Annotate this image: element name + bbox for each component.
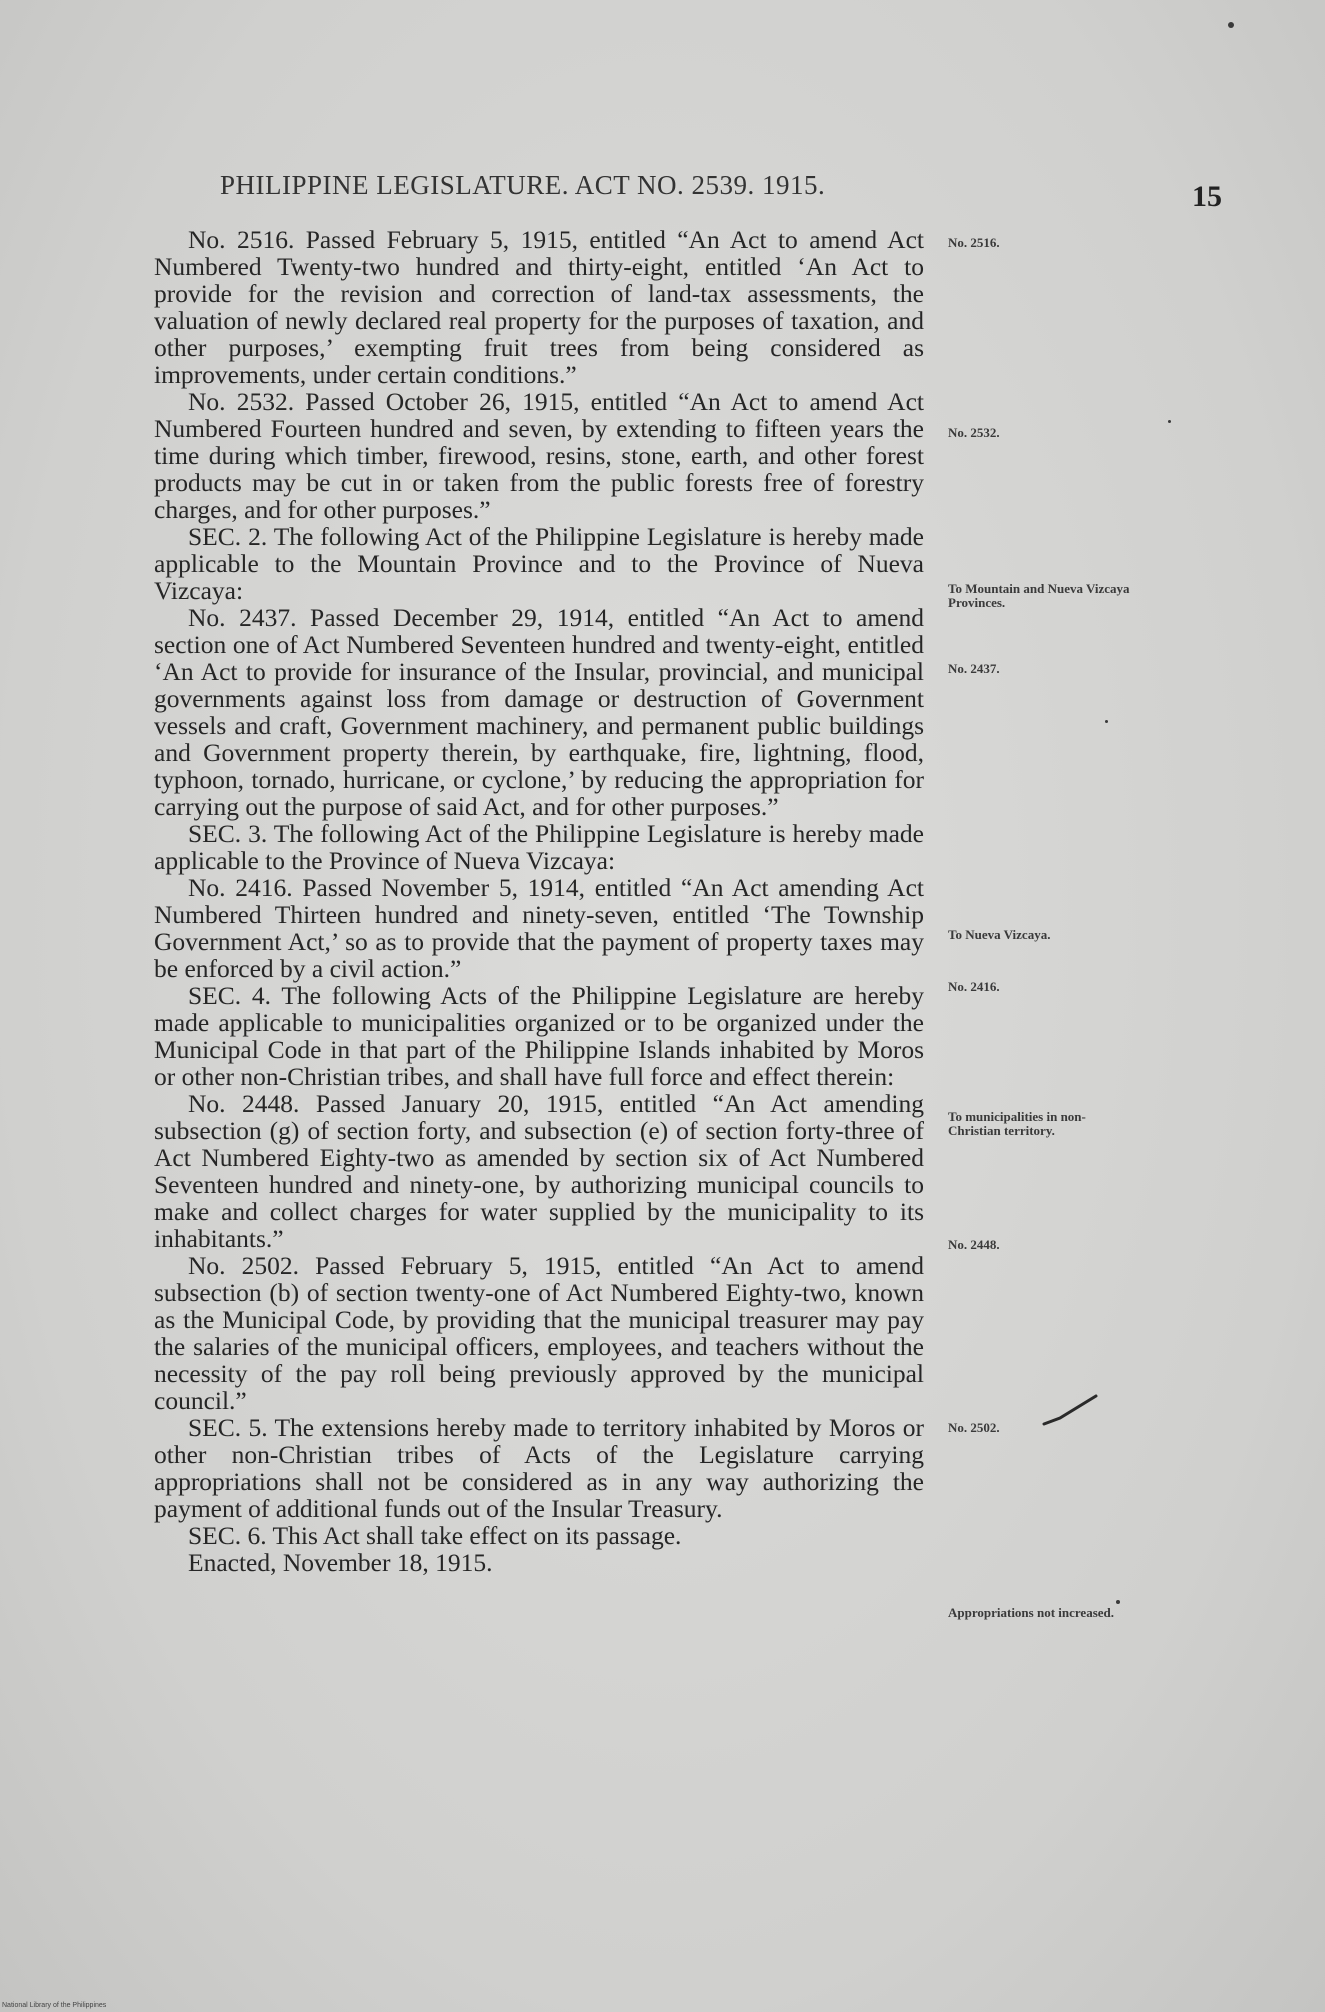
side-note-municipalities: To municipalities in non-Christian territory. xyxy=(948,1109,1086,1138)
scan-speck xyxy=(1105,720,1108,723)
paragraph-no-2516: No. 2516. Passed February 5, 1915, entitled “An Act to amend Act Numbered Twenty-two hundred and thirty-eight, entitled ‘An Act to provide for the revision and correction of land-tax assessments, the valuation of newly declared real property for the purposes of taxation, and other purposes,’ exempting fruit trees from being considered as improvements, under certain conditions.” xyxy=(154,225,924,389)
page-number: 15 xyxy=(1192,180,1222,213)
side-note-2516: No. 2516. xyxy=(948,235,1000,250)
paragraph-no-2532: No. 2532. Passed October 26, 1915, entitled “An Act to amend Act Numbered Fourteen hundred and seven, by extending to fifteen years the time during which timber, firewood, resins, stone, earth, and other forest products may be cut in or taken from the public forests free of forestry charges, and for other purposes.” xyxy=(154,387,924,524)
paragraph-sec-3: SEC. 3. The following Act of the Philippine Legislature is hereby made applicable to the Province of Nueva Vizcaya: xyxy=(154,819,924,875)
side-note-nueva-vizcaya: To Nueva Vizcaya. xyxy=(948,927,1051,942)
paragraph-no-2502: No. 2502. Passed February 5, 1915, entitled “An Act to amend subsection (b) of section twenty-one of Act Numbered Eighty-two, known as the Municipal Code, by providing that the municipal treasurer may pay the salaries of the municipal officers, employees, and teachers without the necessity of the pay roll being previously approved by the municipal council.” xyxy=(154,1251,924,1415)
scan-speck xyxy=(1168,420,1171,423)
scan-footer: National Library of the Philippines xyxy=(2,2002,107,2009)
paragraph-sec-5: SEC. 5. The extensions hereby made to territory inhabited by Moros or other non-Christian tribes of Acts of the Legislature carrying appropriations shall not be considered as in any way authorizing the payment of additional funds out of the Insular Treasury. xyxy=(154,1413,924,1523)
paragraph-enacted: Enacted, November 18, 1915. xyxy=(188,1548,493,1577)
paragraph-sec-4: SEC. 4. The following Acts of the Philippine Legislature are hereby made applicable to municipalities organized or to be organized under the Municipal Code in that part of the Philippine Islands inhabited by Moros or other non-Christian tribes, and shall have full force and effect therein: xyxy=(154,981,924,1091)
scan-speck xyxy=(1228,22,1234,28)
scan-speck xyxy=(1116,1600,1120,1604)
act-body-text xyxy=(154,226,924,1576)
pencil-check-mark xyxy=(1040,1390,1100,1430)
side-note-2532: No. 2532. xyxy=(948,425,1000,440)
side-note-mountain: To Mountain and Nueva Vizcaya Provinces. xyxy=(948,581,1130,610)
paragraph-no-2448: No. 2448. Passed January 20, 1915, entitled “An Act amending subsection (g) of section forty, and subsection (e) of section forty-three of Act Numbered Eighty-two as amended by section six of Act Numbered Seventeen hundred and ninety-one, by authorizing municipal councils to make and collect charges for water supplied by the municipality to its inhabitants.” xyxy=(154,1089,924,1253)
side-note-2502: No. 2502. xyxy=(948,1420,1000,1435)
paragraph-no-2416: No. 2416. Passed November 5, 1914, entitled “An Act amending Act Numbered Thirteen hundred and ninety-seven, entitled ‘The Township Government Act,’ so as to provide that the payment of property taxes may be enforced by a civil action.” xyxy=(154,873,924,983)
running-header: PHILIPPINE LEGISLATURE. ACT NO. 2539. 1915. xyxy=(220,170,826,200)
side-note-appropriations: Appropriations not increased. xyxy=(948,1605,1115,1620)
side-note-2437: No. 2437. xyxy=(948,661,1000,676)
side-note-2416: No. 2416. xyxy=(948,979,1000,994)
paragraph-no-2437: No. 2437. Passed December 29, 1914, entitled “An Act to amend section one of Act Numbered Seventeen hundred and twenty-eight, entitled ‘An Act to provide for insurance of the Insular, provincial, and municipal governments against loss from damage or destruction of Government vessels and craft, Government machinery, and permanent public buildings and Government property therein, by earthquake, fire, lightning, flood, typhoon, tornado, hurricane, or cyclone,’ by reducing the appropriation for carrying out the purpose of said Act, and for other purposes.” xyxy=(154,603,924,821)
paragraph-sec-6: SEC. 6. This Act shall take effect on its passage. xyxy=(188,1521,682,1550)
paragraph-sec-2: SEC. 2. The following Act of the Philippine Legislature is hereby made applicable to the Mountain Province and to the Province of Nueva Vizcaya: xyxy=(154,522,924,605)
side-note-2448: No. 2448. xyxy=(948,1237,1000,1252)
